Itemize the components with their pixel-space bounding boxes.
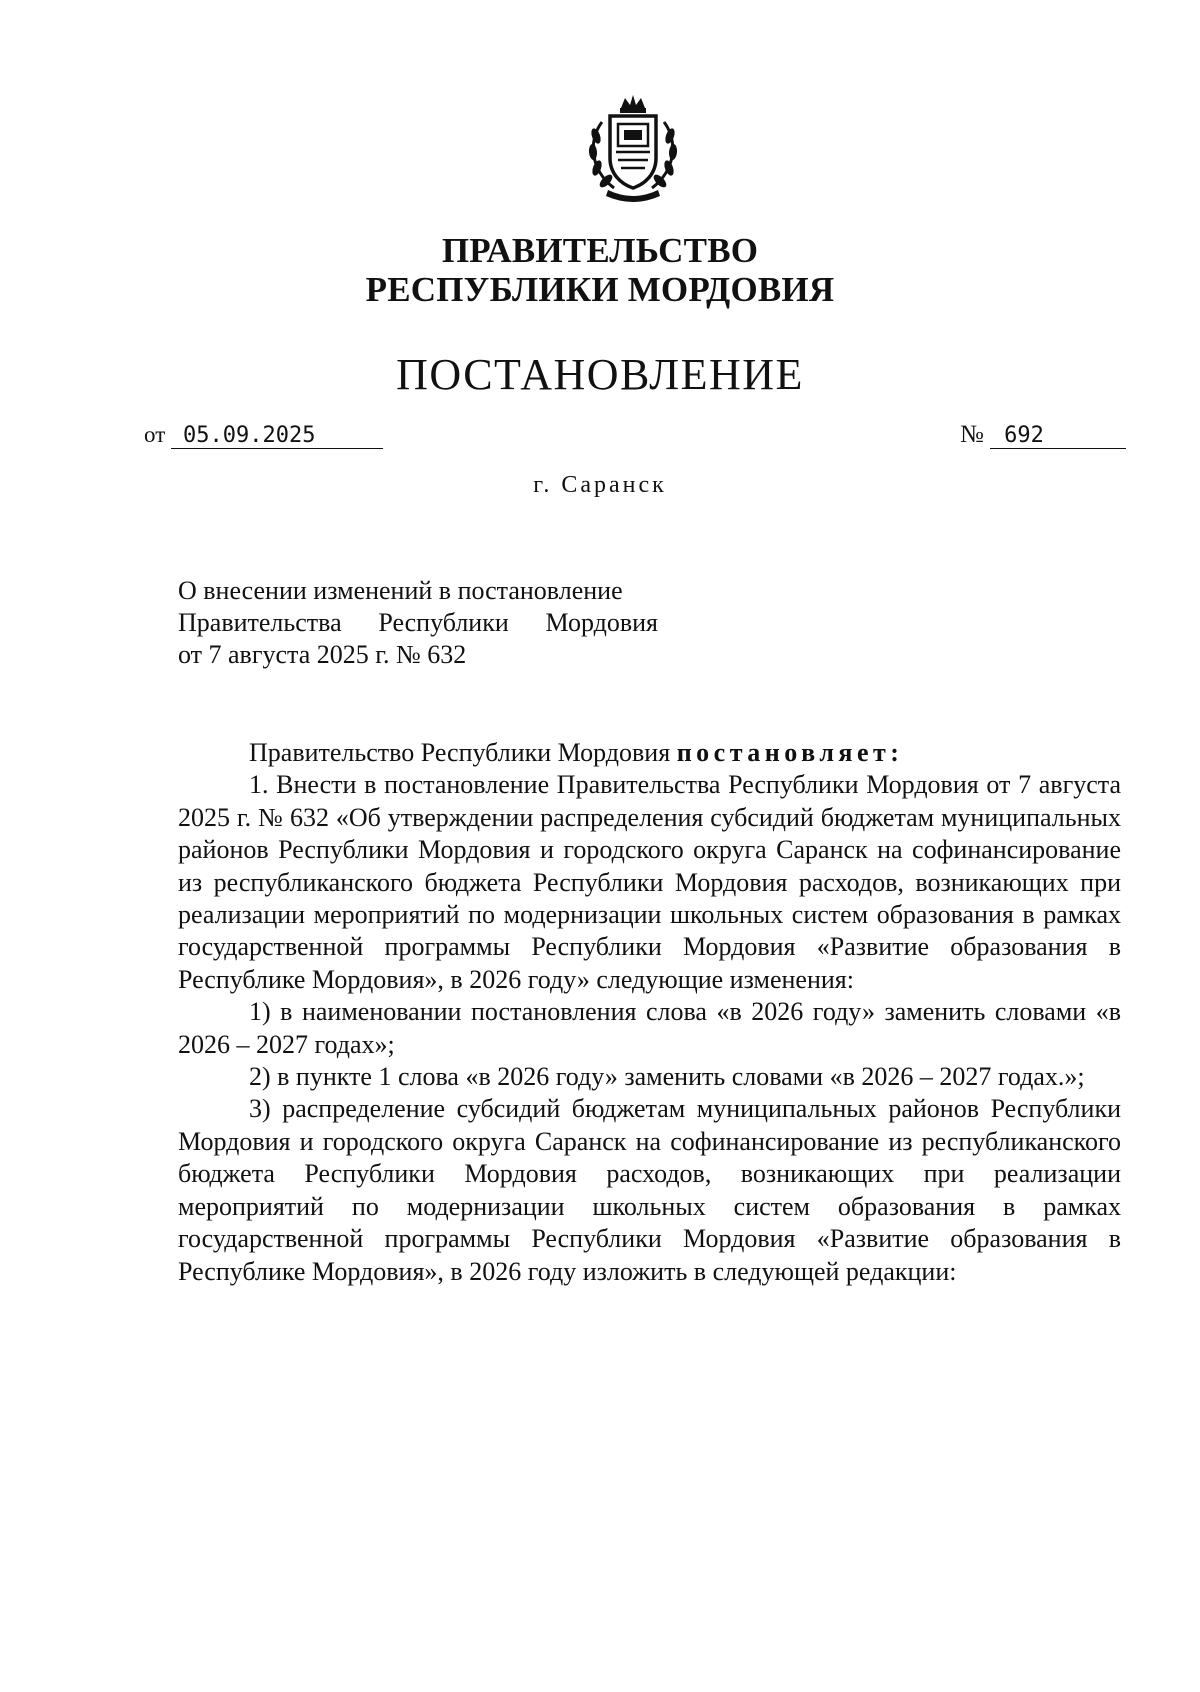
subclause-3: 3) распределение субсидий бюджетам муниципальных районов Республики Мордовия и городского округа Саранск на софинансирование из республиканского бюджета Республики Мордовия расходов, возникающих при реализации мероприятий по модернизации школьных систем образования в рамках государственной программы Республики Мордовия «Развитие образования в Республике Мордовия», в 2026 году изложить в следующей редакции: [178,1094,1121,1286]
preamble-text: Правительство Республики Мордовия [249,738,677,767]
document-date [144,420,383,450]
document-body [178,737,1121,1288]
coat-of-arms-icon [578,92,688,204]
government-title-line2: РЕСПУБЛИКИ МОРДОВИЯ [365,270,835,309]
preamble [178,737,1121,769]
subclause-2: 2) в пункте 1 слова «в 2026 году» заменить словами «в 2026 – 2027 годах.»; [249,1062,1085,1092]
city-name: г. Саранск [533,472,667,498]
document-subject [178,575,658,671]
date-value: 05.09.2025 [171,424,383,449]
subclause-1: 1) в наименовании постановления слова «в 2026 году» заменить словами «в 2026 – 2027 годах»; [178,997,1121,1059]
clause-1: 1. Внести в постановление Правительства Республики Мордовия от 7 августа 2025 г. № 632 «Об утверждении распределения субсидий бюджетам муниципальных районов Республики Мордовия и городского округа Саранск на софинансирование из республиканского бюджета Республики Мордовия расходов, возникающих при реализации мероприятий по модернизации школьных систем образования в рамках государственной программы Республики Мордовия «Развитие образования в Республике Мордовия», в 2026 году» следующие изменения: [178,770,1121,994]
preamble-keyword: постановляет: [676,738,904,767]
number-prefix: № [960,421,984,448]
subject-line: О внесении изменений в постановление [178,576,623,605]
government-title-line1: ПРАВИТЕЛЬСТВО [441,231,759,270]
subject-line: от 7 августа 2025 г. № 632 [178,640,467,669]
document-number [960,420,1126,450]
subject-line: Правительства Республики Мордовия [178,608,658,637]
number-value: 692 [990,424,1126,449]
date-prefix: от [144,422,166,447]
document-type-heading: ПОСТАНОВЛЕНИЕ [396,350,804,399]
